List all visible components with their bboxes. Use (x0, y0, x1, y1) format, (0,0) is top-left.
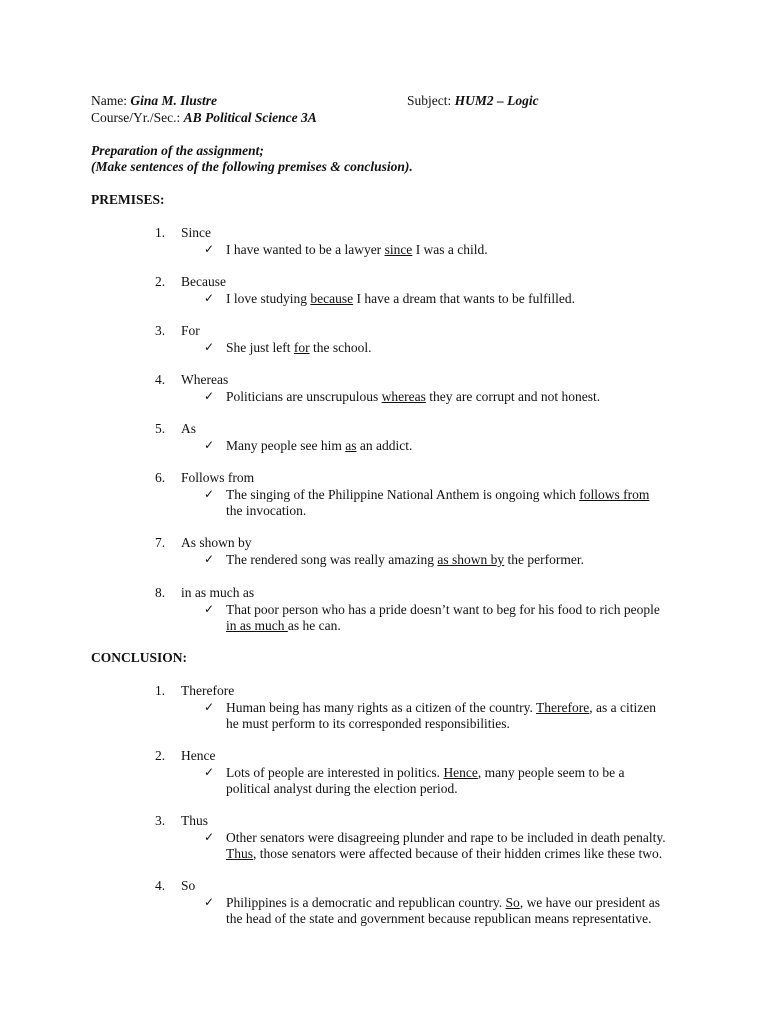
item-keyword: Therefore (181, 683, 235, 698)
item-sentence: Philippines is a democratic and republican country. So, we have our president as (226, 895, 661, 910)
course-label: Course/Yr./Sec.: (91, 110, 181, 125)
name-line (91, 93, 217, 109)
item-sentence: Politicians are unscrupulous whereas they are corrupt and not honest. (226, 389, 601, 404)
item-number: 8. (155, 585, 166, 600)
premises-heading: PREMISES: (91, 192, 165, 207)
item-number: 2. (155, 748, 166, 763)
item-number: 6. (155, 470, 166, 485)
item-number: 3. (155, 813, 166, 828)
item-sentence-cont: the head of the state and government because republican means representative. (226, 911, 652, 926)
item-number: 3. (155, 323, 166, 338)
item-keyword: Because (181, 274, 226, 289)
item-sentence: She just left for the school. (226, 340, 372, 355)
checkmark-icon: ✓ (204, 487, 215, 501)
name-value: Gina M. Ilustre (130, 93, 218, 108)
subject-value: HUM2 – Logic (454, 93, 539, 108)
item-sentence: The rendered song was really amazing as shown by the performer. (226, 552, 585, 567)
subject-line (407, 93, 539, 109)
item-number: 4. (155, 372, 166, 387)
item-sentence-cont: the invocation. (226, 503, 307, 518)
item-keyword: in as much as (181, 585, 255, 600)
item-keyword: Since (181, 225, 211, 240)
item-sentence: The singing of the Philippine National Anthem is ongoing which follows from (226, 487, 650, 502)
conclusion-heading: CONCLUSION: (91, 650, 188, 665)
subject-label: Subject: (407, 93, 452, 108)
item-sentence: I love studying because I have a dream that wants to be fulfilled. (226, 291, 576, 306)
item-keyword: For (181, 323, 200, 338)
checkmark-icon: ✓ (204, 700, 215, 714)
item-keyword: As (181, 421, 197, 436)
item-keyword: Thus (181, 813, 208, 828)
checkmark-icon: ✓ (204, 242, 215, 256)
checkmark-icon: ✓ (204, 765, 215, 779)
item-sentence-cont: political analyst during the election period. (226, 781, 458, 796)
instruction-line-1: Preparation of the assignment; (91, 143, 264, 158)
checkmark-icon: ✓ (204, 438, 215, 452)
item-number: 4. (155, 878, 166, 893)
item-sentence: I have wanted to be a lawyer since I was a child. (226, 242, 488, 257)
item-keyword: So (181, 878, 196, 893)
name-label: Name: (91, 93, 127, 108)
item-number: 7. (155, 535, 166, 550)
checkmark-icon: ✓ (204, 602, 215, 616)
checkmark-icon: ✓ (204, 552, 215, 566)
checkmark-icon: ✓ (204, 291, 215, 305)
course-line (91, 110, 317, 126)
item-sentence-cont: in as much as he can. (226, 618, 341, 633)
checkmark-icon: ✓ (204, 830, 215, 844)
course-value: AB Political Science 3A (183, 110, 317, 125)
item-sentence: That poor person who has a pride doesn’t want to beg for his food to rich people (226, 602, 660, 617)
item-sentence: Lots of people are interested in politics. Hence, many people seem to be a (226, 765, 625, 780)
item-number: 1. (155, 225, 166, 240)
checkmark-icon: ✓ (204, 340, 215, 354)
item-sentence: Other senators were disagreeing plunder and rape to be included in death penalty. (226, 830, 666, 845)
item-keyword: Whereas (181, 372, 229, 387)
checkmark-icon: ✓ (204, 389, 215, 403)
item-sentence-cont: he must perform to its corresponded responsibilities. (226, 716, 510, 731)
item-sentence-cont: Thus, those senators were affected because of their hidden crimes like these two. (226, 846, 663, 861)
checkmark-icon: ✓ (204, 895, 215, 909)
item-keyword: Follows from (181, 470, 255, 485)
item-sentence: Many people see him as an addict. (226, 438, 413, 453)
item-sentence: Human being has many rights as a citizen of the country. Therefore, as a citizen (226, 700, 656, 715)
item-number: 1. (155, 683, 166, 698)
item-number: 2. (155, 274, 166, 289)
item-number: 5. (155, 421, 166, 436)
item-keyword: Hence (181, 748, 216, 763)
item-keyword: As shown by (181, 535, 252, 550)
instruction-line-2: (Make sentences of the following premises & conclusion). (91, 159, 413, 174)
